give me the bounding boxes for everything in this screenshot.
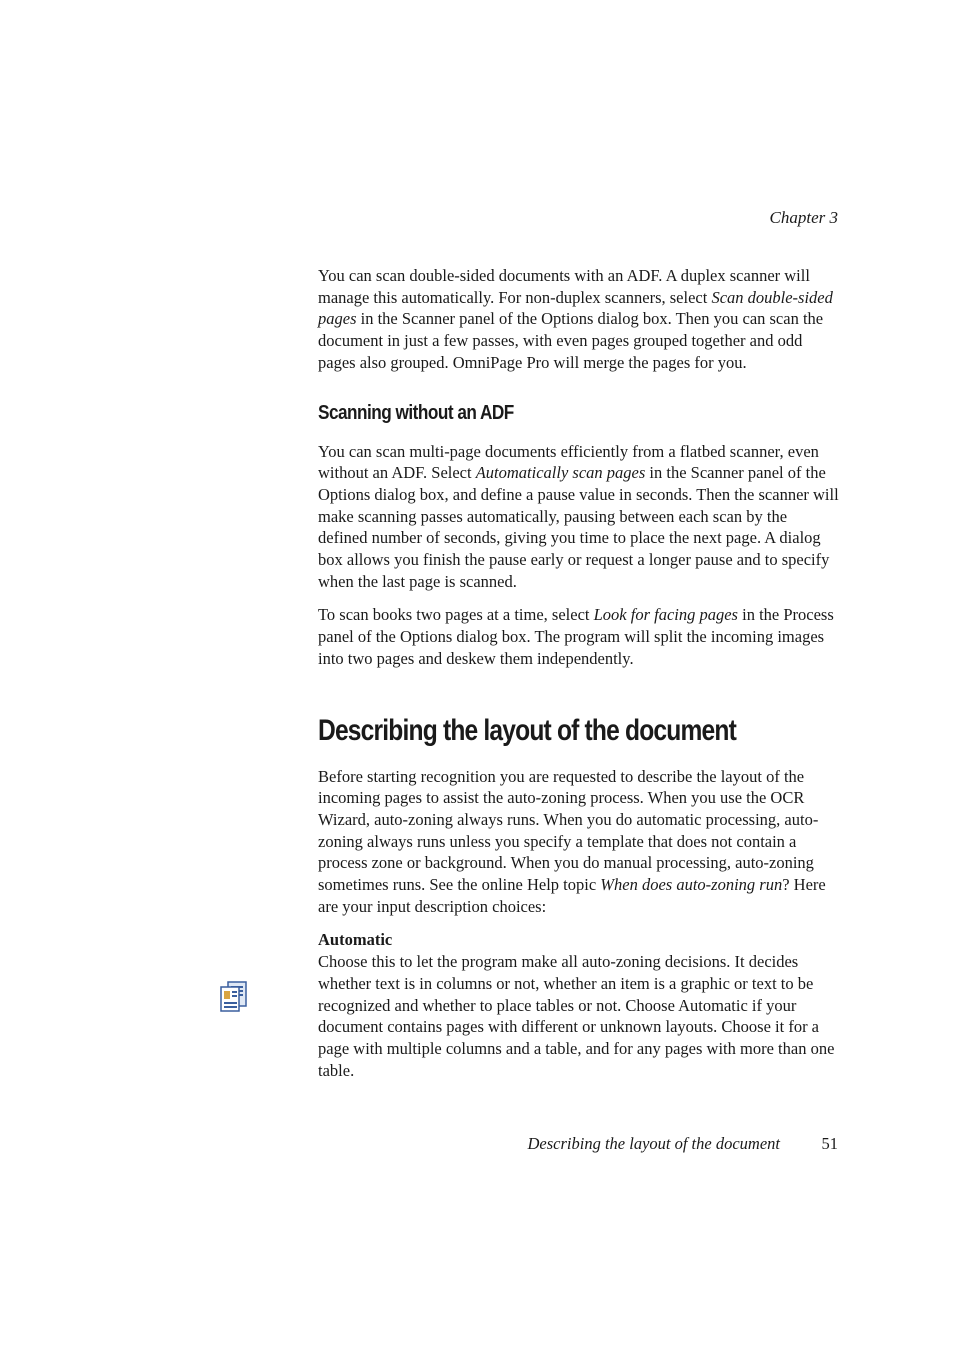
subheading-scanning-without-adf: Scanning without an ADF: [318, 401, 514, 424]
page-number: 51: [821, 1134, 838, 1153]
running-header-chapter: Chapter 3: [769, 208, 838, 227]
paragraph-duplex: You can scan double-sided documents with an ADF. A duplex scanner will manage this automatically. For non-duplex scanners, select Scan double-sided pages in the Scanner panel of the Options dialog box. Then you can scan the document in just a few passes, with even pages grouped together and odd pages also grouped. OmniPage Pro will merge the pages for you.: [318, 266, 833, 372]
page-body: [318, 265, 840, 1081]
term-automatic-description: Choose this to let the program make all auto-zoning decisions. It decides whether text is in columns or not, whether an item is a graphic or text to be recognized and whether to place tables or not. Choose Automatic if your document contains pages with different or unknown layouts. Choose it for a page with multiple columns and a table, and for any pages with more than one table.: [318, 952, 835, 1080]
term-automatic: Automatic: [318, 930, 393, 950]
paragraph-flatbed: You can scan multi-page documents efficiently from a flatbed scanner, even without an ADF. Select Automatically scan pages in the Scanner panel of the Options dialog box, and define a pause value in seconds. Then the scanner will make scanning passes automatically, pausing between each scan by the defined number of seconds, giving you time to place the next page. A dialog box allows you finish the pause early or request a longer pause and to specify when the last page is scanned.: [318, 441, 839, 591]
automatic-layout-icon: [219, 980, 249, 1012]
paragraph-layout-intro: Before starting recognition you are requested to describe the layout of the incoming pages to assist the auto-zoning process. When you use the OCR Wizard, auto-zoning always runs. When you do automatic processing, auto-zoning always runs unless you specify a template that does not contain a process zone or background. When you do manual processing, auto-zoning sometimes runs. See the online Help topic When does auto-zoning run? Here are your input description choices:: [318, 766, 826, 916]
footer-section-title: Describing the layout of the document: [527, 1134, 780, 1153]
heading-describing-layout: Describing the layout of the document: [318, 713, 736, 747]
paragraph-facing-pages: To scan books two pages at a time, select Look for facing pages in the Process panel of the Options dialog box. The program will split the incoming images into two pages and deskew them independently.: [318, 605, 834, 668]
